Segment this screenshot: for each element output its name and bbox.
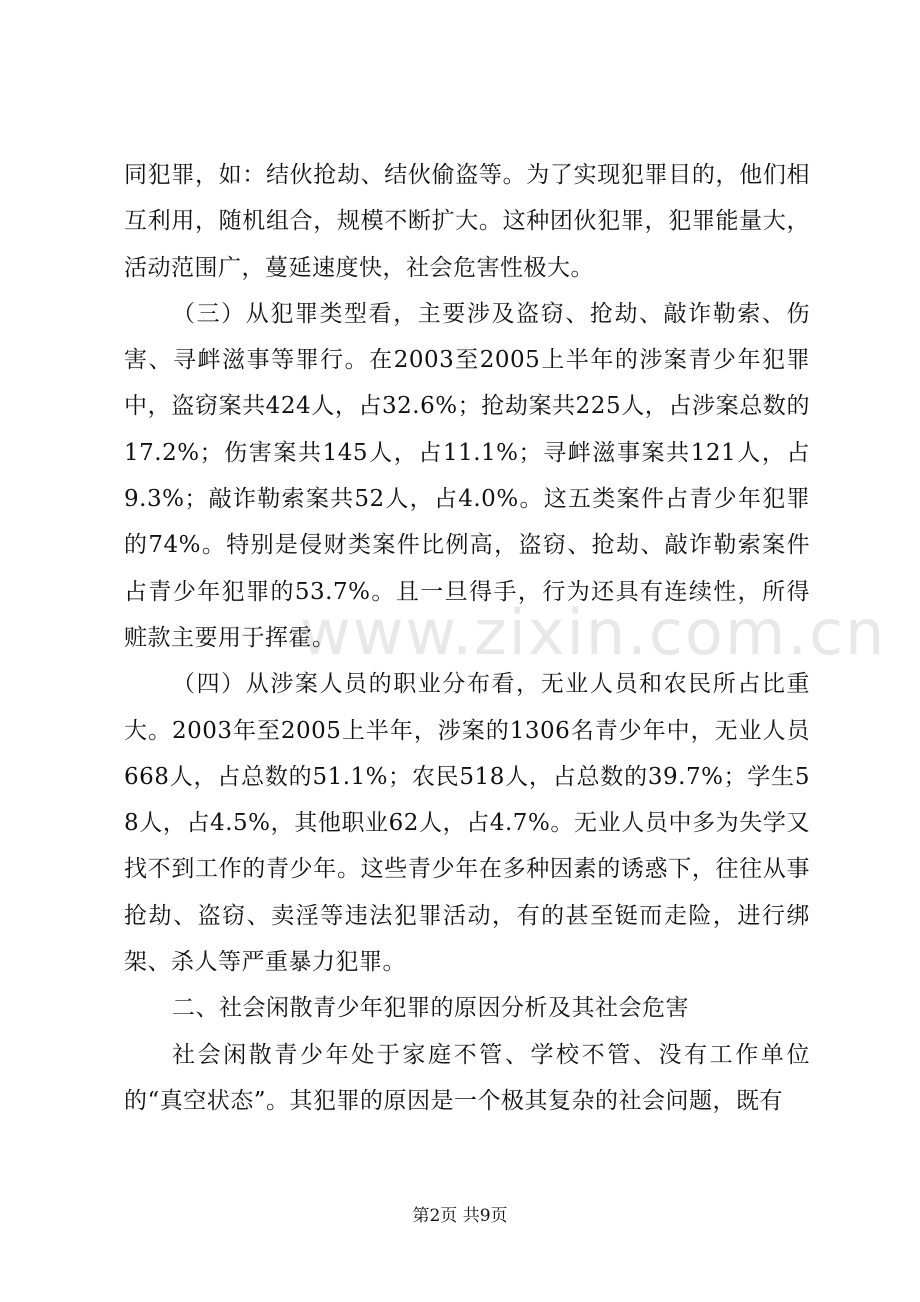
paragraph-occupation-distribution: （四）从涉案人员的职业分布看，无业人员和农民所占比重大。2003年至2005上半年，涉案的1306名青少年中，无业人员668人，占总数的51.1%；农民518人，占总数的39.7%；学生58人，占4.5%，其他职业62人，占4.7%。无业人员中多为失学又找不到工作的青少年。这些青少年在多种因素的诱惑下，往往从事抢劫、盗窃、卖淫等违法犯罪活动，有的甚至铤而走险，进行绑架、杀人等严重暴力犯罪。: [124, 671, 810, 976]
page-indicator: 第2页 共9页: [412, 1206, 508, 1226]
document-body: [124, 152, 887, 1124]
paragraph-crime-types: （三）从犯罪类型看，主要涉及盗窃、抢劫、敲诈勒索、伤害、寻衅滋事等罪行。在2003至2005上半年的涉案青少年犯罪中，盗窃案共424人，占32.6%；抢劫案共225人，占涉案总数的17.2%；伤害案共145人，占11.1%；寻衅滋事案共121人，占9.3%；敲诈勒索案共52人，占4.0%。这五类案件占青少年犯罪的74%。特别是侵财类案件比例高，盗窃、抢劫、敲诈勒索案件占青少年犯罪的53.7%。且一旦得手，行为还具有连续性，所得赃款主要用于挥霍。: [124, 300, 810, 651]
page-footer: [0, 1201, 920, 1226]
paragraph-causes-intro: 社会闲散青少年处于家庭不管、学校不管、没有工作单位的“真空状态”。其犯罪的原因是一个极其复杂的社会问题，既有: [124, 1041, 810, 1114]
section-heading: 二、社会闲散青少年犯罪的原因分析及其社会危害: [172, 995, 689, 1022]
watermark: www.zixin.com.cn: [300, 596, 887, 669]
paragraph-continuation: 同犯罪，如：结伙抢劫、结伙偷盗等。为了实现犯罪目的，他们相互利用，随机组合，规模不断扩大。这种团伙犯罪，犯罪能量大，活动范围广，蔓延速度快，社会危害性极大。: [124, 162, 810, 281]
